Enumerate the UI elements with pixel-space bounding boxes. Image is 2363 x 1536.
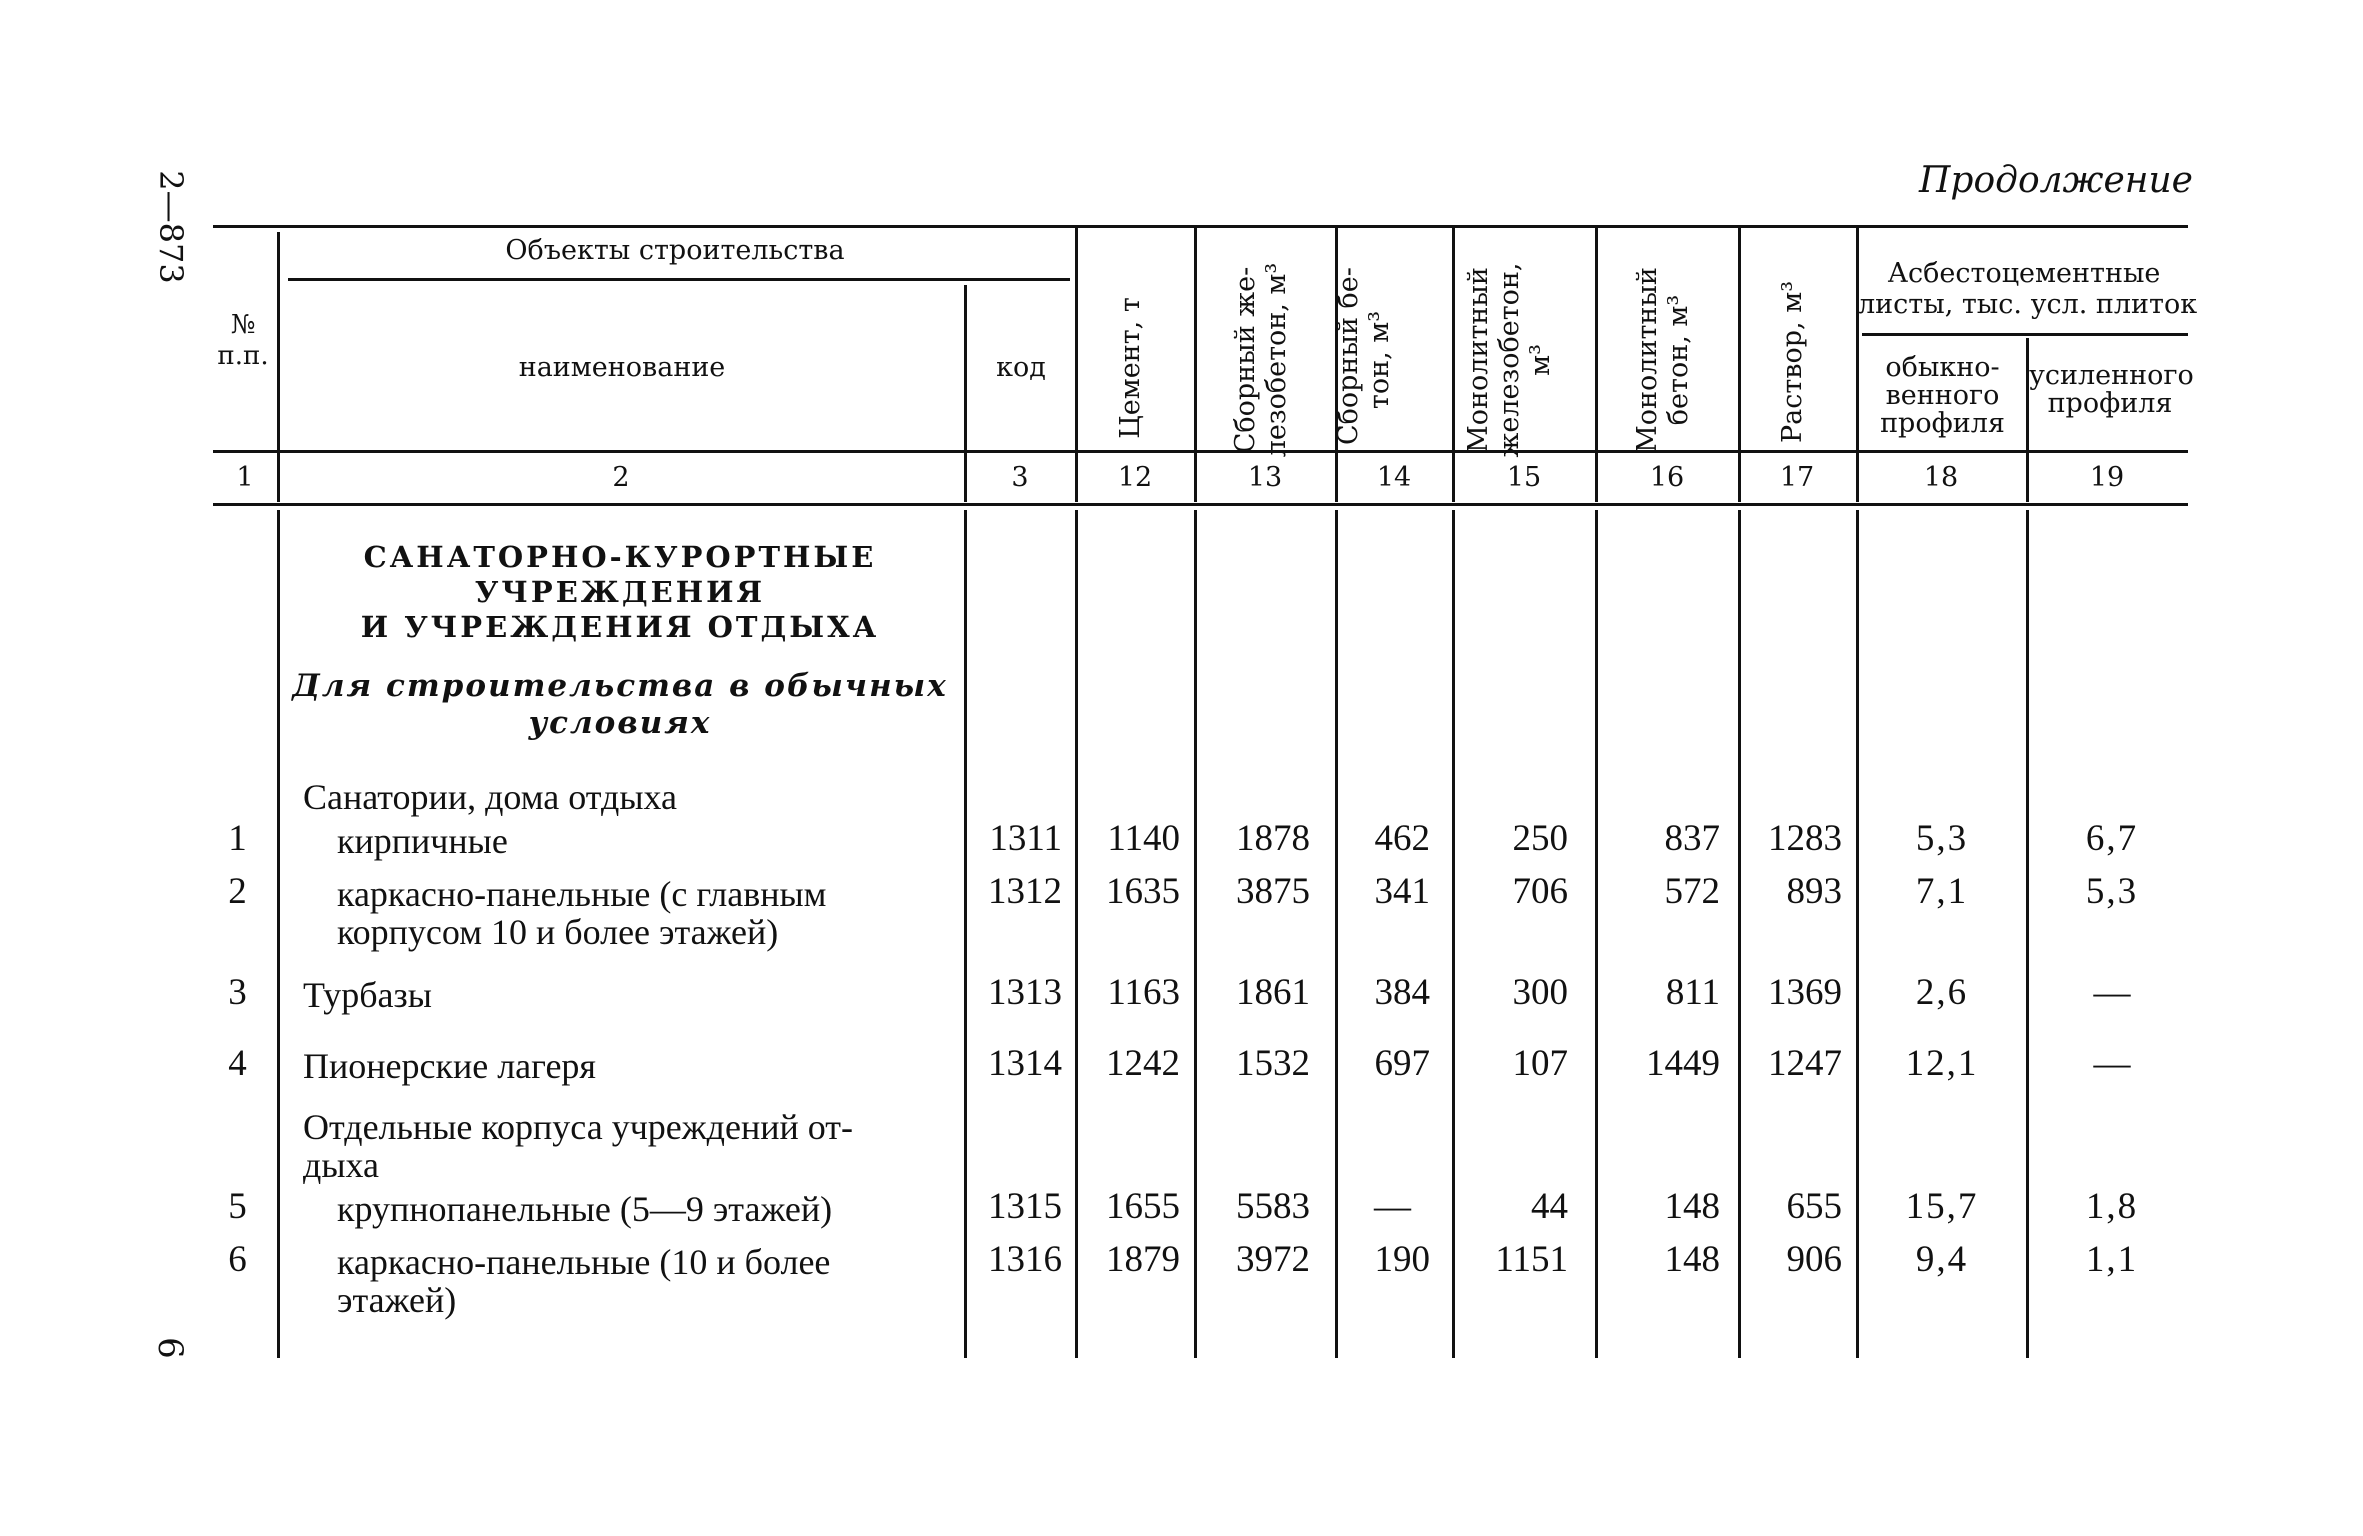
- colnum-18: 18: [1923, 462, 1959, 493]
- colnum-15: 15: [1506, 462, 1542, 493]
- monolith-c-value: 1449: [1646, 1043, 1720, 1084]
- precast-c-value: 341: [1374, 871, 1430, 912]
- num-header: № п.п.: [217, 310, 269, 371]
- cement-header: Цемент, т: [1115, 297, 1146, 439]
- colnum-14: 14: [1376, 462, 1412, 493]
- precast-rc-value: 1878: [1236, 818, 1310, 859]
- monolith-rc-value: 1151: [1495, 1239, 1568, 1280]
- ordinary-value: 15,7: [1905, 1186, 1979, 1227]
- precast-c-value: 462: [1374, 818, 1430, 859]
- mortar-value: 906: [1786, 1239, 1842, 1280]
- reinforced-header: усиленного профиля: [2029, 360, 2194, 419]
- precast-rc-value: 1861: [1236, 972, 1310, 1013]
- precast-rc-header: Сборный же- лезобетон, м³: [1230, 262, 1292, 458]
- row-name: Пионерские лагеря: [303, 1046, 596, 1086]
- row-code: 1311: [989, 818, 1062, 859]
- row-name: крупнопанельные (5—9 этажей): [337, 1189, 833, 1229]
- ordinary-value: 12,1: [1905, 1043, 1979, 1084]
- precast-rc-value: 5583: [1236, 1186, 1310, 1227]
- vline-7: [1595, 228, 1598, 502]
- monolith-c-value: 811: [1665, 972, 1720, 1013]
- vline-6: [1452, 228, 1455, 502]
- row-code: 1314: [988, 1043, 1062, 1084]
- cement-value: 1655: [1106, 1186, 1180, 1227]
- ordinary-header: обыкно- венного профиля: [1880, 352, 2005, 439]
- precast-c-value: 384: [1374, 972, 1430, 1013]
- header-bottom-rule: [213, 450, 2188, 453]
- vline-8: [1738, 228, 1741, 502]
- body-vline-6: [1452, 510, 1455, 1358]
- precast-c-header: Сборный бе- тон, м³: [1333, 267, 1395, 445]
- reinforced-value: 5,3: [2085, 871, 2139, 912]
- monolith-c-value: 148: [1664, 1186, 1720, 1227]
- cement-value: 1163: [1107, 972, 1180, 1013]
- mortar-value: 1283: [1768, 818, 1842, 859]
- monolith-c-value: 572: [1664, 871, 1720, 912]
- row-code: 1313: [988, 972, 1062, 1013]
- reinforced-value: —: [2093, 1043, 2131, 1084]
- monolith-c-header: Монолитный бетон, м³: [1632, 267, 1694, 453]
- body-vline-7: [1595, 510, 1598, 1358]
- body-vline-5: [1335, 510, 1338, 1358]
- row-number: 5: [228, 1186, 247, 1227]
- body-vline-8: [1738, 510, 1741, 1358]
- name-header: наименование: [518, 352, 726, 383]
- row-number: 3: [228, 972, 247, 1013]
- precast-rc-value: 3875: [1236, 871, 1310, 912]
- monolith-rc-value: 300: [1512, 972, 1568, 1013]
- colnum-3: 3: [1011, 462, 1029, 493]
- colnum-2: 2: [612, 462, 630, 493]
- section-subtitle: Для строительства в обычных условиях: [292, 668, 948, 741]
- section-title: САНАТОРНО-КУРОРТНЫЕ УЧРЕЖДЕНИЯ И УЧРЕЖДЕНИЯ ОТДЫХА: [360, 540, 880, 644]
- body-vline-2: [964, 510, 967, 1358]
- reinforced-value: 1,8: [2085, 1186, 2139, 1227]
- vline-4: [1194, 228, 1197, 502]
- monolith-rc-value: 706: [1512, 871, 1568, 912]
- objects-header: Объекты строительства: [505, 235, 845, 266]
- cement-value: 1879: [1106, 1239, 1180, 1280]
- row-name: Турбазы: [303, 975, 432, 1015]
- body-vline-4: [1194, 510, 1197, 1358]
- ordinary-value: 9,4: [1915, 1239, 1969, 1280]
- vline-3: [1075, 228, 1078, 502]
- asbestos-header: Асбестоцементные листы, тыс. усл. плиток: [1858, 258, 2198, 320]
- asbestos-rule: [1862, 333, 2188, 336]
- colnum-16: 16: [1649, 462, 1685, 493]
- row-name: каркасно-панельные (с главным корпусом 10 и более этажей): [337, 874, 827, 952]
- colnum-17: 17: [1779, 462, 1815, 493]
- row-code: 1316: [988, 1239, 1062, 1280]
- body-vline-3: [1075, 510, 1078, 1358]
- code-header: код: [996, 352, 1046, 383]
- colnum-19: 19: [2089, 462, 2125, 493]
- row-name: кирпичные: [337, 821, 508, 861]
- row-number: 2: [228, 871, 247, 912]
- ordinary-value: 5,3: [1915, 818, 1969, 859]
- row-number: 1: [228, 818, 247, 859]
- body-vline-9: [1856, 510, 1859, 1358]
- colnum-12: 12: [1117, 462, 1153, 493]
- precast-c-value: 697: [1374, 1043, 1430, 1084]
- mortar-value: 893: [1786, 871, 1842, 912]
- vline-2: [964, 285, 967, 502]
- group-label-corpora: Отдельные корпуса учреждений от- дыха: [303, 1107, 853, 1185]
- cement-value: 1635: [1106, 871, 1180, 912]
- mortar-value: 1247: [1768, 1043, 1842, 1084]
- header-top-rule: [213, 225, 2188, 228]
- monolith-rc-header: Монолитный железобетон, м³: [1463, 262, 1556, 458]
- row-name: каркасно-панельные (10 и более этажей): [337, 1242, 831, 1320]
- objects-rule: [288, 278, 1070, 281]
- group-label-sanatoria: Санатории, дома отдыха: [303, 777, 678, 817]
- monolith-c-value: 148: [1664, 1239, 1720, 1280]
- row-number: 6: [228, 1239, 247, 1280]
- colnum-bottom-rule: [213, 503, 2188, 506]
- colnum-13: 13: [1247, 462, 1283, 493]
- reinforced-value: —: [2093, 972, 2131, 1013]
- page-side-code: 2—873: [152, 170, 190, 284]
- precast-rc-value: 3972: [1236, 1239, 1310, 1280]
- monolith-rc-value: 250: [1512, 818, 1568, 859]
- monolith-rc-value: 44: [1531, 1186, 1568, 1227]
- row-code: 1312: [988, 871, 1062, 912]
- row-code: 1315: [988, 1186, 1062, 1227]
- continuation-label: Продолжение: [1919, 160, 2193, 201]
- precast-rc-value: 1532: [1236, 1043, 1310, 1084]
- monolith-c-value: 837: [1664, 818, 1720, 859]
- reinforced-value: 6,7: [2085, 818, 2139, 859]
- page-side-number: 6: [150, 1337, 190, 1359]
- row-number: 4: [228, 1043, 247, 1084]
- body-vline-10: [2026, 510, 2029, 1358]
- monolith-rc-value: 107: [1512, 1043, 1568, 1084]
- precast-c-value: —: [1374, 1186, 1411, 1227]
- body-vline-1: [277, 510, 280, 1358]
- mortar-value: 655: [1786, 1186, 1842, 1227]
- cement-value: 1242: [1106, 1043, 1180, 1084]
- cement-value: 1140: [1107, 818, 1180, 859]
- ordinary-value: 7,1: [1915, 871, 1969, 912]
- ordinary-value: 2,6: [1915, 972, 1969, 1013]
- colnum-1: 1: [236, 462, 254, 493]
- reinforced-value: 1,1: [2085, 1239, 2139, 1280]
- precast-c-value: 190: [1374, 1239, 1430, 1280]
- mortar-value: 1369: [1768, 972, 1842, 1013]
- mortar-header: Раствор, м³: [1777, 280, 1808, 444]
